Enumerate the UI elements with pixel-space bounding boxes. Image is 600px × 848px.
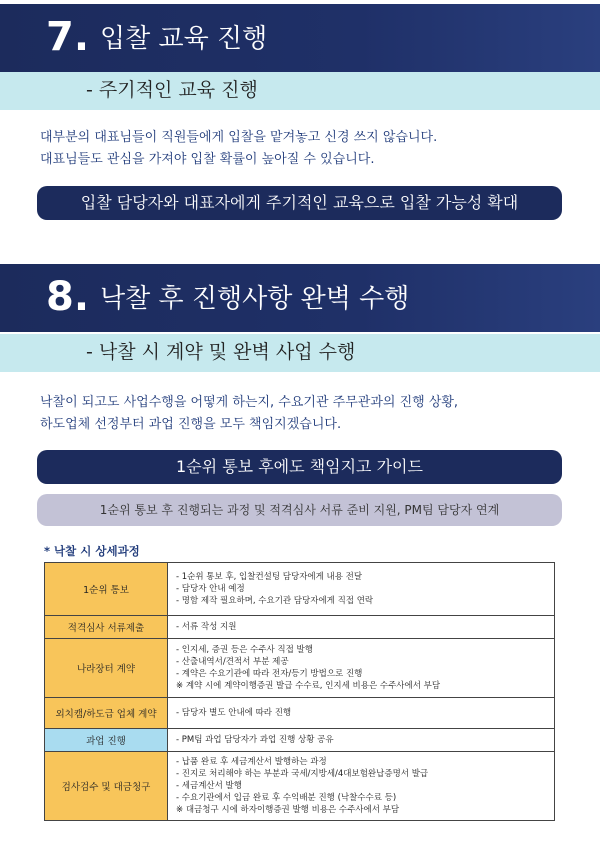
row-label: 나라장터 계약 <box>45 639 168 698</box>
section8-number: 8. <box>46 274 90 320</box>
section8-subtitle-band <box>0 334 600 372</box>
section7-subtitle-band <box>0 72 600 110</box>
section7-subtitle: - 주기적인 교육 진행 <box>86 79 258 101</box>
row-line: - 세금계산서 발행 <box>176 781 242 791</box>
row-line: - 1순위 통보 후, 입찰컨설팅 담당자에게 내용 전달 <box>176 572 363 582</box>
table-row <box>45 729 555 752</box>
row-content <box>168 616 555 639</box>
row-line: ※ 대금청구 시에 하자이행증권 발행 비용은 수주사에서 부담 <box>176 805 400 815</box>
row-content <box>168 752 555 821</box>
section7-body <box>40 127 437 171</box>
row-line: - 서류 작성 지원 <box>176 622 237 632</box>
row-line: - 산출내역서/견적서 부분 제공 <box>176 657 289 667</box>
row-label: 외치캠/하도급 업체 계약 <box>45 698 168 729</box>
details-title: * 낙찰 시 상세과정 <box>44 544 140 558</box>
section7-title: 입찰 교육 진행 <box>100 24 268 54</box>
row-label: 과업 진행 <box>45 729 168 752</box>
table-row <box>45 639 555 698</box>
table-row <box>45 752 555 821</box>
section8-body <box>40 392 458 436</box>
row-label: 검사검수 및 대금청구 <box>45 752 168 821</box>
row-content <box>168 698 555 729</box>
row-line: - 납품 완료 후 세금계산서 발행하는 과정 <box>176 757 327 767</box>
section8-body-line-1: 낙찰이 되고도 사업수행을 어떻게 하는지, 수요기관 주무관과의 진행 상황, <box>40 395 459 410</box>
row-content <box>168 729 555 752</box>
section7-number: 7. <box>46 14 90 60</box>
row-line: - PM팀 과업 담당자가 과업 진행 상황 공유 <box>176 735 334 745</box>
row-line: - 진지로 처리해야 하는 부분과 국세/지방세/4대보험완납증명서 발급 <box>176 769 429 779</box>
section7-highlight: 입찰 담당자와 대표자에게 주기적인 교육으로 입찰 가능성 확대 <box>37 186 562 220</box>
row-line: - 인지세, 증권 등은 수주사 직접 발행 <box>176 645 313 655</box>
details-table <box>44 562 555 821</box>
section8-title: 낙찰 후 진행사항 완벽 수행 <box>100 284 410 314</box>
row-line: - 명함 제작 필요하며, 수요기관 담당자에게 직접 연락 <box>176 596 374 606</box>
section7-header <box>0 4 600 72</box>
section8-subtitle: - 낙찰 시 계약 및 완벽 사업 수행 <box>86 341 356 363</box>
section7-body-line-2: 대표님들도 관심을 가져야 입찰 확률이 높아질 수 있습니다. <box>40 152 375 167</box>
row-line: - 담당자 안내 예정 <box>176 584 245 594</box>
section8-header <box>0 264 600 332</box>
row-content <box>168 639 555 698</box>
table-row <box>45 698 555 729</box>
table-row <box>45 616 555 639</box>
row-line: ※ 계약 시에 계약이행증권 발급 수수료, 인지세 비용은 수주사에서 부담 <box>176 681 441 691</box>
section7-body-line-1: 대부분의 대표님들이 직원들에게 입찰을 맡겨놓고 신경 쓰지 않습니다. <box>40 130 438 145</box>
row-content <box>168 563 555 616</box>
row-label: 적격심사 서류제출 <box>45 616 168 639</box>
row-line: - 수요기관에서 입금 완료 후 수익배분 진행 (낙찰수수료 등) <box>176 793 397 803</box>
section8-body-line-2: 하도업체 선정부터 과업 진행을 모두 책임지겠습니다. <box>40 417 342 432</box>
row-label: 1순위 통보 <box>45 563 168 616</box>
table-row <box>45 563 555 616</box>
row-line: - 담당자 별도 안내에 따라 진행 <box>176 708 292 718</box>
row-line: - 계약은 수요기관에 따라 전자/등기 방법으로 진행 <box>176 669 363 679</box>
section8-note: 1순위 통보 후 진행되는 과정 및 적격심사 서류 준비 지원, PM팀 담당자 연계 <box>37 494 562 526</box>
section8-highlight: 1순위 통보 후에도 책임지고 가이드 <box>37 450 562 484</box>
